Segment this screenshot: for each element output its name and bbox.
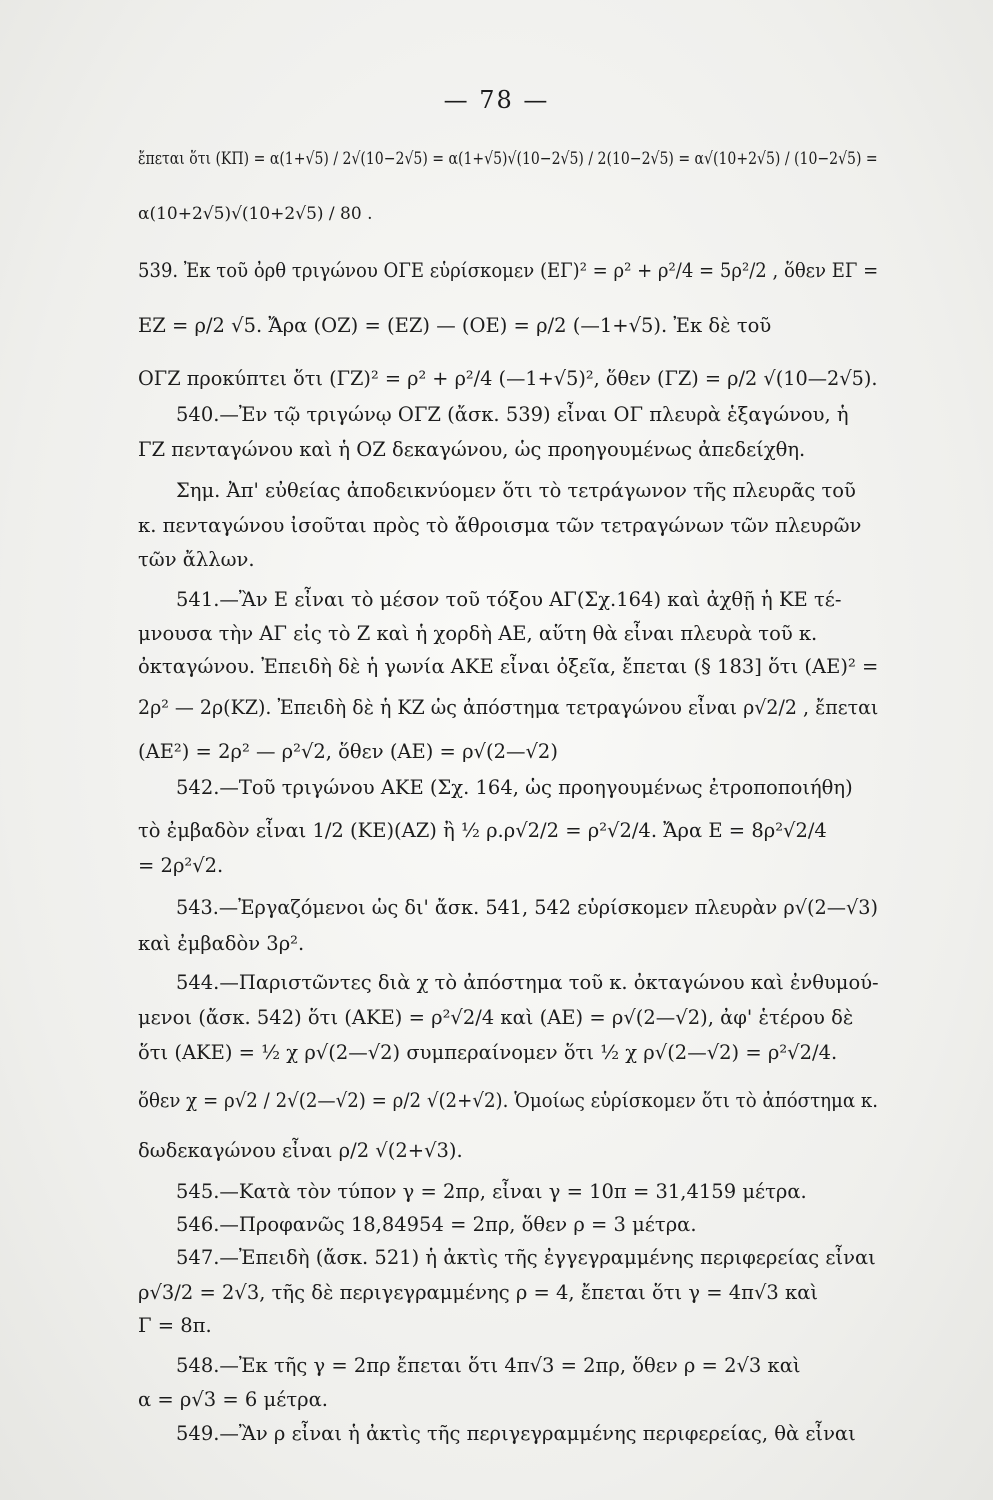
text-line: ὅθεν χ = ρ√2 / 2√(2—√2) = ρ/2 √(2+√2). Ὁμοίως εὑρίσκομεν ὅτι τὸ ἀπόστημα κ. <box>138 1089 879 1112</box>
text-line: 542.—Τοῦ τριγώνου ΑΚΕ (Σχ. 164, ὡς προηγουμένως ἐτροποποιήθη) <box>176 776 853 799</box>
text-line: 549.—Ἂν ρ εἶναι ἡ ἀκτὶς τῆς περιγεγραμμένης περιφερείας, θὰ εἶναι <box>176 1422 856 1445</box>
text-line: ΟΓΖ προκύπτει ὅτι (ΓΖ)² = ρ² + ρ²/4 (—1+√5)², ὅθεν (ΓΖ) = ρ/2 √(10—2√5). <box>138 367 878 390</box>
text-line: τῶν ἄλλων. <box>138 548 255 571</box>
text-line: = 2ρ²√2. <box>138 854 224 877</box>
text-line: 2ρ² — 2ρ(ΚΖ). Ἐπειδὴ δὲ ἡ ΚΖ ὡς ἀπόστημα τετραγώνου εἶναι ρ√2/2 , ἔπεται <box>138 696 879 719</box>
text-line: δωδεκαγώνου εἶναι ρ/2 √(2+√3). <box>138 1139 463 1162</box>
text-line: ΓΖ πενταγώνου καὶ ἡ ΟΖ δεκαγώνου, ὡς προηγουμένως ἀπεδείχθη. <box>138 438 806 461</box>
text-line: 541.—Ἂν Ε εἶναι τὸ μέσον τοῦ τόξου ΑΓ(Σχ.164) καὶ ἀχθῇ ἡ ΚΕ τέ- <box>176 588 842 611</box>
text-line: Σημ. Ἀπ' εὐθείας ἀποδεικνύομεν ὅτι τὸ τετράγωνον τῆς πλευρᾶς τοῦ <box>176 479 856 502</box>
text-line: ἔπεται ὅτι (ΚΠ) = α(1+√5) / 2√(10−2√5) = α(1+√5)√(10−2√5) / 2(10−2√5) = α√(10+2√5) / (10−2√5) = <box>138 149 878 169</box>
text-line: τὸ ἐμβαδὸν εἶναι 1/2 (ΚΕ)(ΑΖ) ἢ ½ ρ.ρ√2/2 = ρ²√2/4. Ἄρα Ε = 8ρ²√2/4 <box>138 819 827 842</box>
text-line: 547.—Ἐπειδὴ (ἄσκ. 521) ἡ ἀκτὶς τῆς ἐγγεγραμμένης περιφερείας εἶναι <box>176 1246 876 1269</box>
text-line: 548.—Ἐκ τῆς γ = 2πρ ἔπεται ὅτι 4π√3 = 2πρ, ὅθεν ρ = 2√3 καὶ <box>176 1354 801 1377</box>
page-number: — 78 — <box>443 86 550 114</box>
text-line: 540.—Ἐν τῷ τριγώνῳ ΟΓΖ (ἄσκ. 539) εἶναι ΟΓ πλευρὰ ἑξαγώνου, ἡ <box>176 403 849 426</box>
text-line: ὀκταγώνου. Ἐπειδὴ δὲ ἡ γωνία ΑΚΕ εἶναι ὀξεῖα, ἔπεται (§ 183] ὅτι (ΑΕ)² = <box>138 655 879 678</box>
text-line: (ΑΕ²) = 2ρ² — ρ²√2, ὅθεν (ΑΕ) = ρ√(2—√2) <box>138 740 558 763</box>
text-line: 546.—Προφανῶς 18,84954 = 2πρ, ὅθεν ρ = 3 μέτρα. <box>176 1213 697 1236</box>
text-line: 545.—Κατὰ τὸν τύπον γ = 2πρ, εἶναι γ = 10π = 31,4159 μέτρα. <box>176 1180 807 1203</box>
text-line: μενοι (ἄσκ. 542) ὅτι (ΑΚΕ) = ρ²√2/4 καὶ (ΑΕ) = ρ√(2—√2), ἀφ' ἑτέρου δὲ <box>138 1006 854 1029</box>
text-line: 539. Ἐκ τοῦ ὀρθ τριγώνου ΟΓΕ εὑρίσκομεν (ΕΓ)² = ρ² + ρ²/4 = 5ρ²/2 , ὅθεν ΕΓ = <box>138 259 879 282</box>
text-line: 543.—Ἐργαζόμενοι ὡς δι' ἄσκ. 541, 542 εὑρίσκομεν πλευρὰν ρ√(2—√3) <box>176 896 878 919</box>
text-line: ΕΖ = ρ/2 √5. Ἄρα (ΟΖ) = (ΕΖ) — (ΟΕ) = ρ/2 (—1+√5). Ἐκ δὲ τοῦ <box>138 314 772 337</box>
text-line: μνουσα τὴν ΑΓ εἰς τὸ Ζ καὶ ἡ χορδὴ ΑΕ, αὕτη θὰ εἶναι πλευρὰ τοῦ κ. <box>138 622 818 645</box>
text-line: κ. πενταγώνου ἰσοῦται πρὸς τὸ ἄθροισμα τῶν τετραγώνων τῶν πλευρῶν <box>138 514 862 537</box>
text-line: α(10+2√5)√(10+2√5) / 80 . <box>138 204 373 224</box>
text-line: ρ√3/2 = 2√3, τῆς δὲ περιγεγραμμένης ρ = 4, ἔπεται ὅτι γ = 4π√3 καὶ <box>138 1281 819 1304</box>
text-line: 544.—Παριστῶντες διὰ χ τὸ ἀπόστημα τοῦ κ. ὀκταγώνου καὶ ἐνθυμού- <box>176 971 879 994</box>
text-line: καὶ ἐμβαδὸν 3ρ². <box>138 932 305 955</box>
text-line: α = ρ√3 = 6 μέτρα. <box>138 1388 328 1411</box>
text-line: ὅτι (ΑΚΕ) = ½ χ ρ√(2—√2) συμπεραίνομεν ὅτι ½ χ ρ√(2—√2) = ρ²√2/4. <box>138 1041 838 1064</box>
text-line: Γ = 8π. <box>138 1314 212 1337</box>
